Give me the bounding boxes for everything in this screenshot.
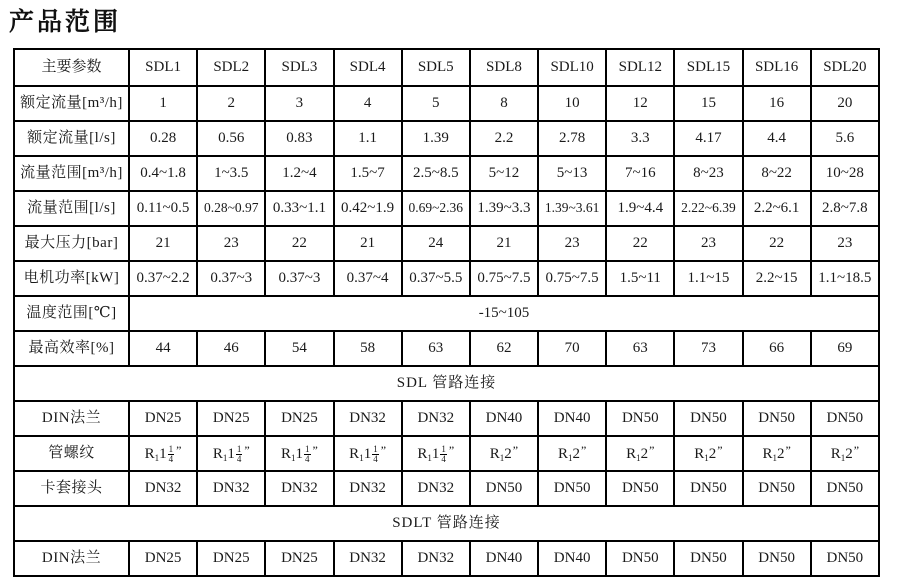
value-cell: 2 bbox=[197, 86, 265, 121]
inch-mark: ” bbox=[853, 443, 860, 458]
value-cell: 0.69~2.36 bbox=[402, 191, 470, 226]
value-cell: 21 bbox=[334, 226, 402, 261]
row-label-cell: 额定流量[m³/h] bbox=[14, 86, 129, 121]
value-cell: 73 bbox=[674, 331, 742, 366]
value-cell: DN50 bbox=[674, 471, 742, 506]
table-row bbox=[14, 401, 879, 436]
value-cell: 46 bbox=[197, 331, 265, 366]
value-cell: 7~16 bbox=[606, 156, 674, 191]
value-cell: 4.4 bbox=[743, 121, 811, 156]
value-cell: 5 bbox=[402, 86, 470, 121]
table-row bbox=[14, 471, 879, 506]
value-cell: DN40 bbox=[538, 541, 606, 576]
table-row bbox=[14, 331, 879, 366]
model-header-cell: SDL8 bbox=[470, 49, 538, 86]
value-cell: 10~28 bbox=[811, 156, 879, 191]
value-cell: 0.42~1.9 bbox=[334, 191, 402, 226]
value-cell: 2.2~15 bbox=[743, 261, 811, 296]
table-row bbox=[14, 86, 879, 121]
value-cell: 21 bbox=[129, 226, 197, 261]
value-cell: DN25 bbox=[197, 541, 265, 576]
value-cell: 15 bbox=[674, 86, 742, 121]
value-cell: $R_11$ $\frac{1}{4}$ ” bbox=[334, 436, 402, 471]
value-cell: DN50 bbox=[811, 471, 879, 506]
value-cell: 63 bbox=[402, 331, 470, 366]
value-cell: $R_12^”$ bbox=[606, 436, 674, 471]
value-cell: DN50 bbox=[606, 471, 674, 506]
value-cell: 70 bbox=[538, 331, 606, 366]
value-cell: DN32 bbox=[334, 471, 402, 506]
value-cell: $R_11$ $\frac{1}{4}$ ” bbox=[265, 436, 333, 471]
quarter-fraction: $\frac{1}{4}$ bbox=[236, 443, 242, 464]
value-cell: 22 bbox=[743, 226, 811, 261]
value-cell: 0.28 bbox=[129, 121, 197, 156]
value-cell: 1~3.5 bbox=[197, 156, 265, 191]
value-cell: 58 bbox=[334, 331, 402, 366]
row-label-cell: 电机功率[kW] bbox=[14, 261, 129, 296]
value-cell: 0.37~2.2 bbox=[129, 261, 197, 296]
value-cell: 1.1~15 bbox=[674, 261, 742, 296]
value-cell: 2.5~8.5 bbox=[402, 156, 470, 191]
value-cell: 8~23 bbox=[674, 156, 742, 191]
value-cell: DN32 bbox=[334, 541, 402, 576]
product-range-table bbox=[13, 48, 880, 577]
value-cell: DN50 bbox=[470, 471, 538, 506]
value-cell: DN32 bbox=[402, 541, 470, 576]
value-cell: 23 bbox=[811, 226, 879, 261]
table-row bbox=[14, 121, 879, 156]
value-cell: 16 bbox=[743, 86, 811, 121]
value-cell: 54 bbox=[265, 331, 333, 366]
value-cell: 1.1~18.5 bbox=[811, 261, 879, 296]
value-cell: 1.1 bbox=[334, 121, 402, 156]
page-title: 产品范围 bbox=[9, 8, 122, 36]
inch-mark: ” bbox=[512, 443, 519, 458]
value-cell: 66 bbox=[743, 331, 811, 366]
section-header-cell: SDL 管路连接 bbox=[14, 366, 879, 401]
value-cell: 0.75~7.5 bbox=[470, 261, 538, 296]
value-cell: DN32 bbox=[129, 471, 197, 506]
value-cell: DN32 bbox=[402, 471, 470, 506]
value-cell: $R_11$ $\frac{1}{4}$ ” bbox=[197, 436, 265, 471]
model-header-cell: SDL15 bbox=[674, 49, 742, 86]
value-cell: 2.8~7.8 bbox=[811, 191, 879, 226]
value-cell: 0.56 bbox=[197, 121, 265, 156]
value-cell: DN25 bbox=[265, 541, 333, 576]
value-cell: 0.28~0.97 bbox=[197, 191, 265, 226]
row-label-cell: 流量范围[l/s] bbox=[14, 191, 129, 226]
value-cell: 22 bbox=[265, 226, 333, 261]
value-cell: 20 bbox=[811, 86, 879, 121]
value-cell: DN50 bbox=[538, 471, 606, 506]
value-cell: 5~13 bbox=[538, 156, 606, 191]
value-cell: 0.83 bbox=[265, 121, 333, 156]
value-cell: 0.37~4 bbox=[334, 261, 402, 296]
value-cell: DN25 bbox=[129, 541, 197, 576]
value-cell: DN40 bbox=[538, 401, 606, 436]
value-cell: 0.37~3 bbox=[197, 261, 265, 296]
section-header-cell: SDLT 管路连接 bbox=[14, 506, 879, 541]
quarter-fraction: $\frac{1}{4}$ bbox=[305, 443, 310, 464]
value-cell: 0.37~5.5 bbox=[402, 261, 470, 296]
value-cell: 4 bbox=[334, 86, 402, 121]
value-cell: 23 bbox=[538, 226, 606, 261]
model-header-cell: SDL16 bbox=[743, 49, 811, 86]
quarter-fraction: $\frac{1}{4}$ bbox=[441, 443, 446, 464]
model-header-cell: SDL10 bbox=[538, 49, 606, 86]
value-cell: 24 bbox=[402, 226, 470, 261]
value-cell: 10 bbox=[538, 86, 606, 121]
inch-mark: ” bbox=[312, 442, 318, 457]
value-cell: 8 bbox=[470, 86, 538, 121]
value-cell: 2.2~6.1 bbox=[743, 191, 811, 226]
row-label-cell: 最高效率[%] bbox=[14, 331, 129, 366]
quarter-fraction: $\frac{1}{4}$ bbox=[168, 443, 174, 464]
value-cell: 1 bbox=[129, 86, 197, 121]
value-cell: DN40 bbox=[470, 401, 538, 436]
value-cell: 62 bbox=[470, 331, 538, 366]
model-header-cell: SDL1 bbox=[129, 49, 197, 86]
table-row bbox=[14, 541, 879, 576]
table-row bbox=[14, 191, 879, 226]
value-cell: $R_12^”$ bbox=[674, 436, 742, 471]
value-cell: 2.78 bbox=[538, 121, 606, 156]
table-row bbox=[14, 156, 879, 191]
value-cell: 1.5~11 bbox=[606, 261, 674, 296]
value-cell: 0.75~7.5 bbox=[538, 261, 606, 296]
value-cell: 3 bbox=[265, 86, 333, 121]
value-cell: 22 bbox=[606, 226, 674, 261]
model-header-cell: SDL4 bbox=[334, 49, 402, 86]
value-cell: 1.39~3.3 bbox=[470, 191, 538, 226]
table-row bbox=[14, 506, 879, 541]
value-cell: 2.2 bbox=[470, 121, 538, 156]
value-cell: 23 bbox=[674, 226, 742, 261]
value-cell: DN50 bbox=[606, 401, 674, 436]
value-cell: DN50 bbox=[743, 471, 811, 506]
value-cell: 1.9~4.4 bbox=[606, 191, 674, 226]
quarter-fraction: $\frac{1}{4}$ bbox=[373, 443, 378, 464]
value-cell: 0.37~3 bbox=[265, 261, 333, 296]
param-header-cell: 主要参数 bbox=[14, 49, 129, 86]
value-cell: 23 bbox=[197, 226, 265, 261]
table-row bbox=[14, 296, 879, 331]
table-row bbox=[14, 261, 879, 296]
inch-mark: ” bbox=[380, 442, 387, 457]
value-cell: 44 bbox=[129, 331, 197, 366]
value-cell: DN25 bbox=[265, 401, 333, 436]
row-label-cell: 卡套接头 bbox=[14, 471, 129, 506]
value-cell: 21 bbox=[470, 226, 538, 261]
model-header-cell: SDL3 bbox=[265, 49, 333, 86]
row-label-cell: DIN法兰 bbox=[14, 401, 129, 436]
inch-mark: ” bbox=[176, 442, 182, 457]
value-cell: DN50 bbox=[811, 401, 879, 436]
inch-mark: ” bbox=[649, 443, 655, 458]
value-cell: 69 bbox=[811, 331, 879, 366]
value-cell: DN50 bbox=[743, 401, 811, 436]
value-cell: 0.33~1.1 bbox=[265, 191, 333, 226]
row-label-cell: DIN法兰 bbox=[14, 541, 129, 576]
value-cell: 3.3 bbox=[606, 121, 674, 156]
value-cell: 8~22 bbox=[743, 156, 811, 191]
value-cell: 1.5~7 bbox=[334, 156, 402, 191]
model-header-cell: SDL2 bbox=[197, 49, 265, 86]
model-header-cell: SDL12 bbox=[606, 49, 674, 86]
value-cell: 63 bbox=[606, 331, 674, 366]
inch-mark: ” bbox=[244, 442, 250, 457]
table-row bbox=[14, 436, 879, 471]
value-cell: DN50 bbox=[811, 541, 879, 576]
value-cell: $R_12^”$ bbox=[470, 436, 538, 471]
value-cell: DN50 bbox=[674, 401, 742, 436]
inch-mark: ” bbox=[448, 442, 455, 457]
value-cell: DN25 bbox=[197, 401, 265, 436]
table-head bbox=[14, 49, 879, 86]
value-cell: $R_11$ $\frac{1}{4}$ ” bbox=[402, 436, 470, 471]
value-cell: 2.22~6.39 bbox=[674, 191, 742, 226]
model-header-cell: SDL20 bbox=[811, 49, 879, 86]
value-cell: 1.2~4 bbox=[265, 156, 333, 191]
table-row bbox=[14, 226, 879, 261]
table-body bbox=[14, 86, 879, 576]
value-cell: 5~12 bbox=[470, 156, 538, 191]
value-cell: 0.4~1.8 bbox=[129, 156, 197, 191]
value-cell: DN50 bbox=[743, 541, 811, 576]
merged-value-cell: -15~105 bbox=[129, 296, 879, 331]
inch-mark: ” bbox=[580, 443, 587, 458]
value-cell: DN50 bbox=[674, 541, 742, 576]
value-cell: 1.39~3.61 bbox=[538, 191, 606, 226]
row-label-cell: 额定流量[l/s] bbox=[14, 121, 129, 156]
value-cell: DN32 bbox=[402, 401, 470, 436]
value-cell: 4.17 bbox=[674, 121, 742, 156]
value-cell: DN32 bbox=[197, 471, 265, 506]
row-label-cell: 管螺纹 bbox=[14, 436, 129, 471]
header-row bbox=[14, 49, 879, 86]
value-cell: $R_11$ $\frac{1}{4}$ ” bbox=[129, 436, 197, 471]
value-cell: 0.11~0.5 bbox=[129, 191, 197, 226]
value-cell: DN32 bbox=[334, 401, 402, 436]
inch-mark: ” bbox=[717, 443, 723, 458]
model-header-cell: SDL5 bbox=[402, 49, 470, 86]
value-cell: 5.6 bbox=[811, 121, 879, 156]
value-cell: $R_12^”$ bbox=[538, 436, 606, 471]
table-row bbox=[14, 366, 879, 401]
value-cell: DN32 bbox=[265, 471, 333, 506]
row-label-cell: 温度范围[℃] bbox=[14, 296, 129, 331]
value-cell: $R_12^”$ bbox=[743, 436, 811, 471]
inch-mark: ” bbox=[785, 443, 791, 458]
value-cell: DN50 bbox=[606, 541, 674, 576]
row-label-cell: 流量范围[m³/h] bbox=[14, 156, 129, 191]
value-cell: DN40 bbox=[470, 541, 538, 576]
row-label-cell: 最大压力[bar] bbox=[14, 226, 129, 261]
value-cell: DN25 bbox=[129, 401, 197, 436]
value-cell: $R_12^”$ bbox=[811, 436, 879, 471]
value-cell: 1.39 bbox=[402, 121, 470, 156]
value-cell: 12 bbox=[606, 86, 674, 121]
